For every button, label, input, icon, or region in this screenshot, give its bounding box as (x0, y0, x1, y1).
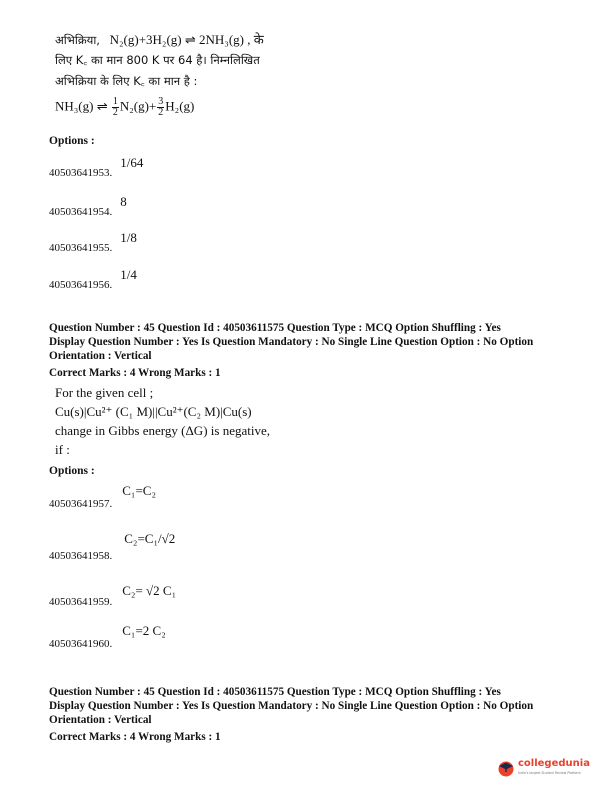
frac1-den: 2 (112, 107, 118, 118)
option-value: C₂=C₁/√2 (124, 531, 176, 546)
option-id: 40503641956. (49, 279, 113, 291)
q44-line1-equation: N₂(g)+3H₂(g) ⇌ 2NH₃(g) , के (109, 32, 264, 47)
q45-text-line3: change in Gibbs energy (ΔG) is negative, (55, 423, 270, 438)
option-value: 1/64 (120, 155, 144, 170)
q45-options-label: Options : (49, 465, 95, 477)
q45-question-body (55, 383, 270, 459)
frac2-den: 2 (158, 107, 164, 118)
q45-text-line4: if : (55, 442, 70, 457)
q45-meta-line2: Display Question Number : Yes Is Question Mandatory : No Single Line Question Option : No Option (49, 336, 534, 348)
option-id: 40503641959. (49, 596, 113, 608)
q45-option[interactable] (49, 622, 166, 650)
q45b-meta-line1: Question Number : 45 Question Id : 40503611575 Question Type : MCQ Option Shuffling : Yes (49, 686, 501, 698)
option-value: 8 (120, 194, 127, 209)
q44-option[interactable] (49, 193, 127, 218)
q45-option[interactable] (49, 482, 156, 510)
option-id: 40503641953. (49, 167, 113, 179)
option-value: 1/8 (120, 230, 137, 245)
q44-option[interactable] (49, 266, 137, 291)
q44-option[interactable] (49, 229, 137, 254)
option-value: C₂= √2 C₁ (122, 583, 177, 598)
q45b-marks: Correct Marks : 4 Wrong Marks : 1 (49, 731, 221, 743)
q45-text-line2: Cu(s)|Cu²⁺ (C₁ M)||Cu²⁺(C₂ M)|Cu(s) (55, 404, 252, 419)
collegedunia-logo[interactable] (497, 757, 607, 783)
option-id: 40503641960. (49, 638, 113, 650)
q44-line1-hindi: अभिक्रिया, (55, 33, 100, 47)
eq-lhs: NH₃(g) ⇌ (55, 98, 108, 114)
eq-fraction-2 (157, 97, 164, 118)
q44-reaction-equation (55, 97, 194, 118)
option-value: C₁=C₂ (122, 483, 156, 498)
option-value: C₁=2 C₂ (122, 623, 166, 638)
eq-mid: N₂(g)+ (119, 98, 157, 114)
q45-option[interactable] (49, 582, 177, 608)
q45b-meta-line3: Orientation : Vertical (49, 714, 152, 726)
option-id: 40503641954. (49, 206, 113, 218)
frac2-num: 3 (158, 96, 164, 107)
q44-line2: लिए K꜀ का मान 800 K पर 64 है। निम्नलिखित (55, 53, 260, 67)
option-id: 40503641957. (49, 498, 113, 510)
logo-wordmark: collegedunia (518, 758, 590, 769)
frac1-num: 1 (112, 96, 118, 107)
graduation-cap-icon (497, 759, 515, 777)
q45-marks: Correct Marks : 4 Wrong Marks : 1 (49, 367, 221, 379)
eq-end: H₂(g) (165, 98, 195, 114)
q44-line3: अभिक्रिया के लिए K꜀ का मान है : (55, 74, 198, 88)
q44-option[interactable] (49, 154, 144, 179)
q44-options-label: Options : (49, 135, 95, 147)
logo-tagline: India's largest Student Review Platform (518, 771, 581, 775)
q44-line1 (55, 30, 264, 48)
option-id: 40503641958. (49, 550, 113, 562)
q45-text-line1: For the given cell ; (55, 385, 154, 400)
option-id: 40503641955. (49, 242, 113, 254)
eq-fraction-1 (112, 97, 119, 118)
q45-meta-line1: Question Number : 45 Question Id : 40503611575 Question Type : MCQ Option Shuffling : Yes (49, 322, 501, 334)
q45-option[interactable] (49, 530, 176, 562)
q45b-meta-line2: Display Question Number : Yes Is Question Mandatory : No Single Line Question Option : No Option (49, 700, 534, 712)
option-value: 1/4 (120, 267, 137, 282)
q45-meta-line3: Orientation : Vertical (49, 350, 152, 362)
